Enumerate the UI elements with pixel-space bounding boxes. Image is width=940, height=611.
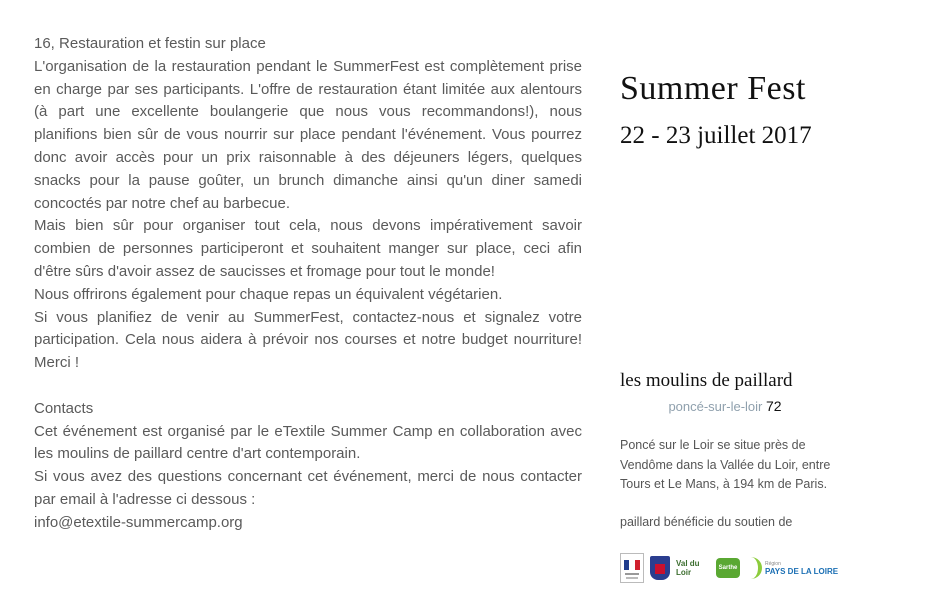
catering-paragraph: L'organisation de la restauration pendant le SummerFest est complètement prise en charge par ses participants. L'offre de restauration étant limitée aux alentours (à part une excellente boulangerie que nous vous recommandons!), nous planifions bien sûr de vous nourrir sur place pendant l'événement. Vous pourrez donc avoir accès pour un prix raisonnable à des déjeuners légers, quelques snacks pour la pause goûter, un brunch dimanche ainsi qu'un diner samedi concoctés par notre chef au barbecue. [34,57,582,212]
region-small-label: Région [765,561,781,567]
region-name-label: PAYS DE LA LOIRE [765,567,839,576]
venue-department: 72 [765,398,782,414]
questions-paragraph: Si vous avez des questions concernant cet événement, merci de nous contacter par email à l'adresse ci dessous : [34,468,582,508]
section-title: 16, Restauration et festin sur place [34,35,266,52]
event-article [34,33,582,535]
contact-request-paragraph: Si vous planifiez de venir au SummerFest, contactez-nous et signalez votre participation. Cela nous aidera à prévoir nos courses et notre budget nourriture! Merci ! [34,308,582,372]
pays-de-la-loire-logo [746,554,838,582]
vegetarian-paragraph: Nous offrirons également pour chaque repas un équivalent végétarien. [34,285,503,303]
sarthe-logo: Sarthe [716,558,740,578]
venue-name: les moulins de paillard [620,370,793,391]
sponsor-logos [620,552,838,584]
spacer [34,375,582,398]
support-label: paillard bénéficie du soutien de [620,514,793,529]
venue-town: poncé-sur-le-loir [668,399,763,414]
event-title: Summer Fest [620,70,806,107]
venue-location [620,398,830,414]
department-crest-logo [650,556,670,580]
contact-email[interactable]: info@etextile-summercamp.org [34,513,243,531]
french-flag-icon [624,560,640,570]
venue-description: Poncé sur le Loir se situe près de Vendôme dans la Vallée du Loir, entre Tours et Le Mans, à 194 km de Paris. [620,438,831,491]
republique-francaise-logo [620,553,644,583]
venue-info [620,370,920,529]
event-header [620,70,920,150]
organizer-paragraph: Cet événement est organisé par le eTextile Summer Camp en collaboration avec les moulins de paillard centre d'art contemporain. [34,422,582,463]
event-dates: 22 - 23 juillet 2017 [620,122,812,149]
val-du-loir-logo: Val du Loir [676,559,700,577]
contacts-title: Contacts [34,399,94,417]
region-arc-icon [746,557,762,579]
registration-paragraph: Mais bien sûr pour organiser tout cela, nous devons impérativement savoir combien de personnes participeront et souhaitent manger sur place, ceci afin d'être sûrs d'avoir assez de saucisses et fromage pour tout le monde! [34,217,582,280]
